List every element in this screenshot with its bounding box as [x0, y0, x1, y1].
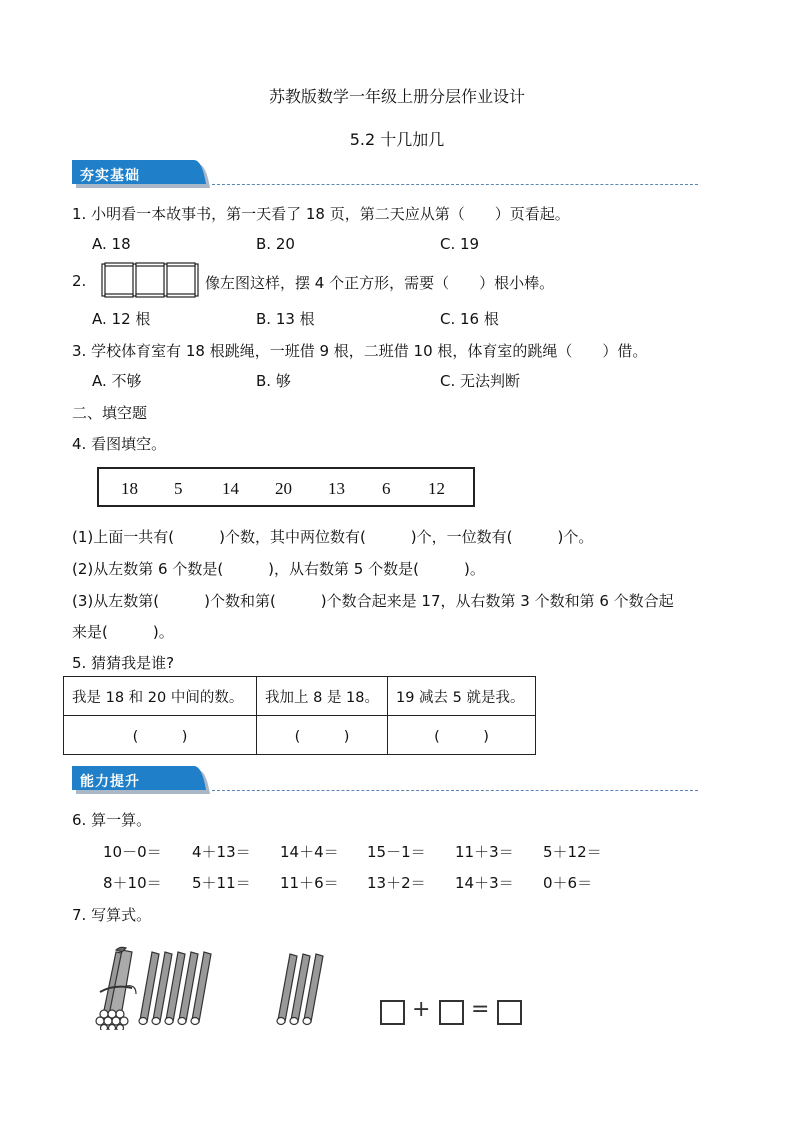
- calc-item: 15－1＝: [367, 843, 426, 861]
- calc-item: 4＋13＝: [192, 843, 251, 861]
- number-item: 18: [121, 479, 138, 498]
- q4-sub-1: (1)上面一共有( )个数，其中两位数有( )个，一位数有( )个。: [72, 528, 594, 546]
- stick-bundle-figure: [92, 944, 232, 1030]
- calc-item: 5＋12＝: [543, 843, 602, 861]
- section-banner-advanced: [72, 766, 212, 794]
- question-6: 6. 算一算。: [72, 811, 152, 829]
- calc-item: 11＋3＝: [455, 843, 514, 861]
- section-divider: [212, 184, 698, 185]
- answer-box[interactable]: [380, 1000, 405, 1025]
- answer-cell[interactable]: ( ): [388, 716, 536, 755]
- section-label-basic: 夯实基础: [80, 168, 140, 184]
- question-1: 1. 小明看一本故事书，第一天看了 18 页，第二天应从第（ ）页看起。: [72, 205, 570, 223]
- matchstick-squares-figure: [100, 262, 200, 298]
- table-row: [64, 716, 536, 755]
- calc-item: 8＋10＝: [103, 874, 162, 892]
- number-item: 5: [174, 479, 183, 498]
- answer-box[interactable]: [497, 1000, 522, 1025]
- calc-item: 14＋3＝: [455, 874, 514, 892]
- q2-option-a: A. 12 根: [92, 310, 151, 328]
- clue-cell: 我加上 8 是 18。: [257, 677, 388, 716]
- question-2: 像左图这样，摆 4 个正方形，需要（ ）根小棒。: [205, 274, 555, 292]
- single-sticks-figure: [272, 948, 336, 1030]
- q1-option-b: B. 20: [256, 235, 295, 253]
- q3-option-b: B. 够: [256, 372, 291, 390]
- table-row: [64, 677, 536, 716]
- plus-sign: +: [412, 997, 431, 1022]
- number-item: 12: [428, 479, 445, 498]
- number-item: 6: [382, 479, 391, 498]
- q2-option-b: B. 13 根: [256, 310, 315, 328]
- q3-option-c: C. 无法判断: [440, 372, 521, 390]
- number-box: [97, 467, 475, 507]
- section-divider: [212, 790, 698, 791]
- question-3: 3. 学校体育室有 18 根跳绳，一班借 9 根，二班借 10 根，体育室的跳绳（ ）借。: [72, 342, 648, 360]
- calc-item: 11＋6＝: [280, 874, 339, 892]
- guess-table: [63, 676, 536, 755]
- question-5: 5. 猜猜我是谁?: [72, 654, 175, 672]
- section-banner-basic: [72, 160, 212, 188]
- number-item: 13: [328, 479, 345, 498]
- equals-sign: =: [471, 997, 490, 1022]
- part-2-heading: 二、填空题: [72, 404, 148, 422]
- q4-sub-2: (2)从左数第 6 个数是( )，从右数第 5 个数是( )。: [72, 560, 485, 578]
- answer-cell[interactable]: ( ): [64, 716, 257, 755]
- number-item: 14: [222, 479, 239, 498]
- clue-cell: 19 减去 5 就是我。: [388, 677, 536, 716]
- answer-box[interactable]: [439, 1000, 464, 1025]
- page-title: 苏教版数学一年级上册分层作业设计: [268, 87, 525, 106]
- page-subtitle: 5.2 十几加几: [349, 130, 445, 149]
- calc-item: 10－0＝: [103, 843, 162, 861]
- number-item: 20: [275, 479, 292, 498]
- q1-option-c: C. 19: [440, 235, 480, 253]
- q3-option-a: A. 不够: [92, 372, 142, 390]
- answer-cell[interactable]: ( ): [257, 716, 388, 755]
- section-label-advanced: 能力提升: [80, 774, 140, 790]
- calc-item: 14＋4＝: [280, 843, 339, 861]
- calc-item: 0＋6＝: [543, 874, 593, 892]
- question-7: 7. 写算式。: [72, 906, 152, 924]
- q2-option-c: C. 16 根: [440, 310, 499, 328]
- question-4: 4. 看图填空。: [72, 435, 167, 453]
- q4-sub-3: (3)从左数第( )个数和第( )个数合起来是 17，从右数第 3 个数和第 6 个数合起: [72, 592, 674, 610]
- q1-option-a: A. 18: [92, 235, 131, 253]
- calc-item: 5＋11＝: [192, 874, 251, 892]
- q4-sub-3-continued: 来是( )。: [72, 623, 174, 641]
- question-2-number: 2.: [72, 272, 87, 290]
- clue-cell: 我是 18 和 20 中间的数。: [64, 677, 257, 716]
- calc-item: 13＋2＝: [367, 874, 426, 892]
